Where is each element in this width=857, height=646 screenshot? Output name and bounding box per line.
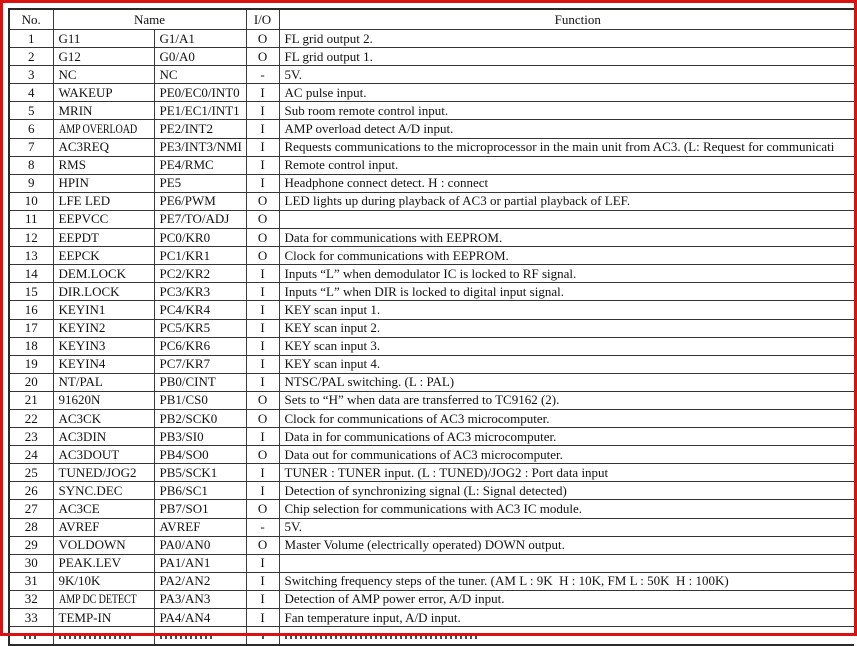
cell-no: 9 [9, 174, 53, 192]
cell-io: - [246, 66, 279, 84]
cell-function: KEY scan input 1. [279, 301, 854, 319]
cell-function: LED lights up during playback of AC3 or partial playback of LEF. [279, 192, 854, 210]
cell-no: 13 [9, 247, 53, 265]
table-row [9, 174, 854, 192]
cell-io: O [246, 192, 279, 210]
cell-io: I [246, 174, 279, 192]
cell-io: O [246, 210, 279, 228]
cell-name: 9K/10K [53, 572, 154, 590]
cell-function: 5V. [279, 518, 854, 536]
cell-name: NT/PAL [53, 373, 154, 391]
cell-name: EEPCK [53, 247, 154, 265]
cell-function: Clock for communications of AC3 microcomputer. [279, 409, 854, 427]
cell-io: O [246, 48, 279, 66]
cell-pin: PB0/CINT [154, 373, 246, 391]
clipped-text-remnant [262, 634, 267, 639]
table-row [9, 120, 854, 138]
cell-function: Master Volume (electrically operated) DOWN output. [279, 536, 854, 554]
cell-function: FL grid output 2. [279, 30, 854, 48]
table-header [9, 9, 854, 30]
cell-name: AC3REQ [53, 138, 154, 156]
table-row [9, 102, 854, 120]
cell-no: 19 [9, 355, 53, 373]
cell-io: - [246, 518, 279, 536]
cell-name: KEYIN2 [53, 319, 154, 337]
cell-no: 27 [9, 500, 53, 518]
cell-io: I [246, 554, 279, 572]
cell-pin: G1/A1 [154, 30, 246, 48]
table-row [9, 409, 854, 427]
cell-function: Inputs “L” when DIR is locked to digital input signal. [279, 283, 854, 301]
cell-no: 11 [9, 210, 53, 228]
cell-no: 28 [9, 518, 53, 536]
cell-io: I [246, 301, 279, 319]
cell-io: O [246, 247, 279, 265]
header-no: No. [9, 9, 53, 30]
cell-no: 26 [9, 482, 53, 500]
cell-function: Clock for communications with EEPROM. [279, 247, 854, 265]
cell-no: 7 [9, 138, 53, 156]
cell-no: 15 [9, 283, 53, 301]
cell-pin: PE1/EC1/INT1 [154, 102, 246, 120]
cell-name: AC3CE [53, 500, 154, 518]
cell-no: 5 [9, 102, 53, 120]
cell-function: Fan temperature input, A/D input. [279, 609, 854, 627]
cell-no: 30 [9, 554, 53, 572]
cell-no: 4 [9, 84, 53, 102]
table-row [9, 84, 854, 102]
table-row [9, 500, 854, 518]
cell-name: AC3DIN [53, 428, 154, 446]
cell-io: O [246, 500, 279, 518]
cell-pin: PC4/KR4 [154, 301, 246, 319]
cell-io: I [246, 283, 279, 301]
table-row [9, 554, 854, 572]
cell-io: I [246, 120, 279, 138]
cell-function: Switching frequency steps of the tuner. (AM L : 9K H : 10K, FM L : 50K H : 100K) [279, 572, 854, 590]
cell-function: Detection of synchronizing signal (L: Signal detected) [279, 482, 854, 500]
cell-pin: PA4/AN4 [154, 609, 246, 627]
cell-no: 31 [9, 572, 53, 590]
cell-no: 33 [9, 609, 53, 627]
cell-name: LFE LED [53, 192, 154, 210]
cell-pin: PC3/KR3 [154, 283, 246, 301]
cell-no: 23 [9, 428, 53, 446]
pin-assignment-table [8, 8, 854, 646]
cell-pin: PB3/SI0 [154, 428, 246, 446]
cell-no: 6 [9, 120, 53, 138]
cell-pin: PA1/AN1 [154, 554, 246, 572]
cell-function: Requests communications to the microprocessor in the main unit from AC3. (L: Request for communicati [279, 138, 854, 156]
cell-pin: PB2/SCK0 [154, 409, 246, 427]
cell-pin: AVREF [154, 518, 246, 536]
table-row [9, 192, 854, 210]
table-row [9, 391, 854, 409]
clipped-text-remnant [160, 634, 214, 639]
table-row [9, 283, 854, 301]
cell-name: G11 [53, 30, 154, 48]
cell-no: 21 [9, 391, 53, 409]
cell-pin: PE3/INT3/NMI [154, 138, 246, 156]
cell-function: Headphone connect detect. H : connect [279, 174, 854, 192]
cell-pin: G0/A0 [154, 48, 246, 66]
cell-name: AC3CK [53, 409, 154, 427]
cell-function: 5V. [279, 66, 854, 84]
clipped-text-remnant [285, 634, 480, 639]
cell-io: I [246, 572, 279, 590]
cell-name: AVREF [53, 518, 154, 536]
table-row [9, 464, 854, 482]
table-row [9, 446, 854, 464]
table-row [9, 355, 854, 373]
cell-no: 12 [9, 229, 53, 247]
cell-pin: PE0/EC0/INT0 [154, 84, 246, 102]
cell-function: NTSC/PAL switching. (L : PAL) [279, 373, 854, 391]
cell-name: EEPVCC [53, 210, 154, 228]
cell-no: 18 [9, 337, 53, 355]
cell-no: 14 [9, 265, 53, 283]
cell-no: 24 [9, 446, 53, 464]
cell-no: 32 [9, 590, 53, 608]
table-row [9, 536, 854, 554]
table-row [9, 138, 854, 156]
cell-no: 16 [9, 301, 53, 319]
cell-name: DEM.LOCK [53, 265, 154, 283]
table-row [9, 482, 854, 500]
cell-pin: PE6/PWM [154, 192, 246, 210]
cell-name: TUNED/JOG2 [53, 464, 154, 482]
cell-io: I [246, 609, 279, 627]
cell-no: 20 [9, 373, 53, 391]
cell-function [279, 554, 854, 572]
cell-name: HPIN [53, 174, 154, 192]
cell-io: O [246, 229, 279, 247]
table-row [9, 30, 854, 48]
table-row [9, 156, 854, 174]
cell-io: O [246, 30, 279, 48]
cell-function: AC pulse input. [279, 84, 854, 102]
cell-function: Sets to “H” when data are transferred to TC9162 (2). [279, 391, 854, 409]
cell-function [279, 210, 854, 228]
table-row [9, 66, 854, 84]
cell-function: TUNER : TUNER input. (L : TUNED)/JOG2 : Port data input [279, 464, 854, 482]
table-row [9, 373, 854, 391]
cell-no: 10 [9, 192, 53, 210]
cell-no: 25 [9, 464, 53, 482]
header-function: Function [279, 9, 854, 30]
cell-pin: PE4/RMC [154, 156, 246, 174]
cell-name: RMS [53, 156, 154, 174]
cell-name: PEAK.LEV [53, 554, 154, 572]
table-row [9, 301, 854, 319]
cell-io: I [246, 265, 279, 283]
cell-name: AMP DC DETECT [53, 590, 154, 608]
cell-function: Inputs “L” when demodulator IC is locked to RF signal. [279, 265, 854, 283]
table-row [9, 265, 854, 283]
cell-name: NC [53, 66, 154, 84]
cell-no: 22 [9, 409, 53, 427]
cell-name: KEYIN1 [53, 301, 154, 319]
cell-io: I [246, 319, 279, 337]
cell-function: KEY scan input 3. [279, 337, 854, 355]
cell-name: DIR.LOCK [53, 283, 154, 301]
cell-function: Data out for communications of AC3 microcomputer. [279, 446, 854, 464]
cell-io: I [246, 464, 279, 482]
table-row [9, 210, 854, 228]
cell-name: KEYIN3 [53, 337, 154, 355]
cell-io: I [246, 482, 279, 500]
table-row [9, 518, 854, 536]
table-row [9, 319, 854, 337]
cell-function: Sub room remote control input. [279, 102, 854, 120]
cell-io: I [246, 355, 279, 373]
cell-io: I [246, 102, 279, 120]
cell-name: SYNC.DEC [53, 482, 154, 500]
cell-io: O [246, 391, 279, 409]
clipped-text-remnant [59, 634, 131, 639]
cell-function: Chip selection for communications with AC3 IC module. [279, 500, 854, 518]
cell-function: AMP overload detect A/D input. [279, 120, 854, 138]
cell-function: KEY scan input 4. [279, 355, 854, 373]
cell-pin: PB4/SO0 [154, 446, 246, 464]
cell-name: WAKEUP [53, 84, 154, 102]
cell-function: Data for communications with EEPROM. [279, 229, 854, 247]
cell-io: O [246, 446, 279, 464]
pin-assignment-table-wrap [8, 8, 854, 646]
cell-pin: PC2/KR2 [154, 265, 246, 283]
cell-pin: PC5/KR5 [154, 319, 246, 337]
cell-name: MRIN [53, 102, 154, 120]
cell-io: I [246, 428, 279, 446]
cell-pin: PA0/AN0 [154, 536, 246, 554]
cell-io: O [246, 409, 279, 427]
header-io: I/O [246, 9, 279, 30]
cell-name: EEPDT [53, 229, 154, 247]
cell-pin: PC0/KR0 [154, 229, 246, 247]
cell-function: KEY scan input 2. [279, 319, 854, 337]
cell-io: I [246, 337, 279, 355]
table-row [9, 229, 854, 247]
cell-pin: PB5/SCK1 [154, 464, 246, 482]
cell-function: Detection of AMP power error, A/D input. [279, 590, 854, 608]
cell-name: AMP OVERLOAD [53, 120, 154, 138]
table-row [9, 590, 854, 608]
cell-pin: PE5 [154, 174, 246, 192]
table-row [9, 572, 854, 590]
cell-pin: PA2/AN2 [154, 572, 246, 590]
table-row [9, 609, 854, 627]
cell-no: 2 [9, 48, 53, 66]
cell-io: I [246, 138, 279, 156]
cell-no: 1 [9, 30, 53, 48]
cell-no: 17 [9, 319, 53, 337]
cell-pin: PB7/SO1 [154, 500, 246, 518]
cell-io: I [246, 373, 279, 391]
cell-no: 3 [9, 66, 53, 84]
cell-name: VOLDOWN [53, 536, 154, 554]
cell-io: I [246, 590, 279, 608]
cell-pin: PC6/KR6 [154, 337, 246, 355]
clipped-text-remnant [24, 634, 38, 639]
cell-function: Remote control input. [279, 156, 854, 174]
cell-function: FL grid output 1. [279, 48, 854, 66]
cell-pin: PE2/INT2 [154, 120, 246, 138]
header-name: Name [53, 9, 246, 30]
cell-pin: PB1/CS0 [154, 391, 246, 409]
cell-function: Data in for communications of AC3 microcomputer. [279, 428, 854, 446]
cell-pin: PA3/AN3 [154, 590, 246, 608]
cell-pin: PC7/KR7 [154, 355, 246, 373]
cell-name: TEMP-IN [53, 609, 154, 627]
table-row [9, 428, 854, 446]
table-body [9, 30, 854, 645]
cell-pin: NC [154, 66, 246, 84]
cell-no: 29 [9, 536, 53, 554]
cell-io: I [246, 156, 279, 174]
cell-io: O [246, 536, 279, 554]
cell-pin: PB6/SC1 [154, 482, 246, 500]
cell-name: G12 [53, 48, 154, 66]
header-row [9, 9, 854, 30]
cell-pin: PE7/TO/ADJ [154, 210, 246, 228]
table-row [9, 48, 854, 66]
table-row [9, 247, 854, 265]
cell-name: KEYIN4 [53, 355, 154, 373]
cell-name: AC3DOUT [53, 446, 154, 464]
cell-no: 8 [9, 156, 53, 174]
cell-pin: PC1/KR1 [154, 247, 246, 265]
table-row [9, 337, 854, 355]
cell-name: 91620N [53, 391, 154, 409]
cell-io: I [246, 84, 279, 102]
